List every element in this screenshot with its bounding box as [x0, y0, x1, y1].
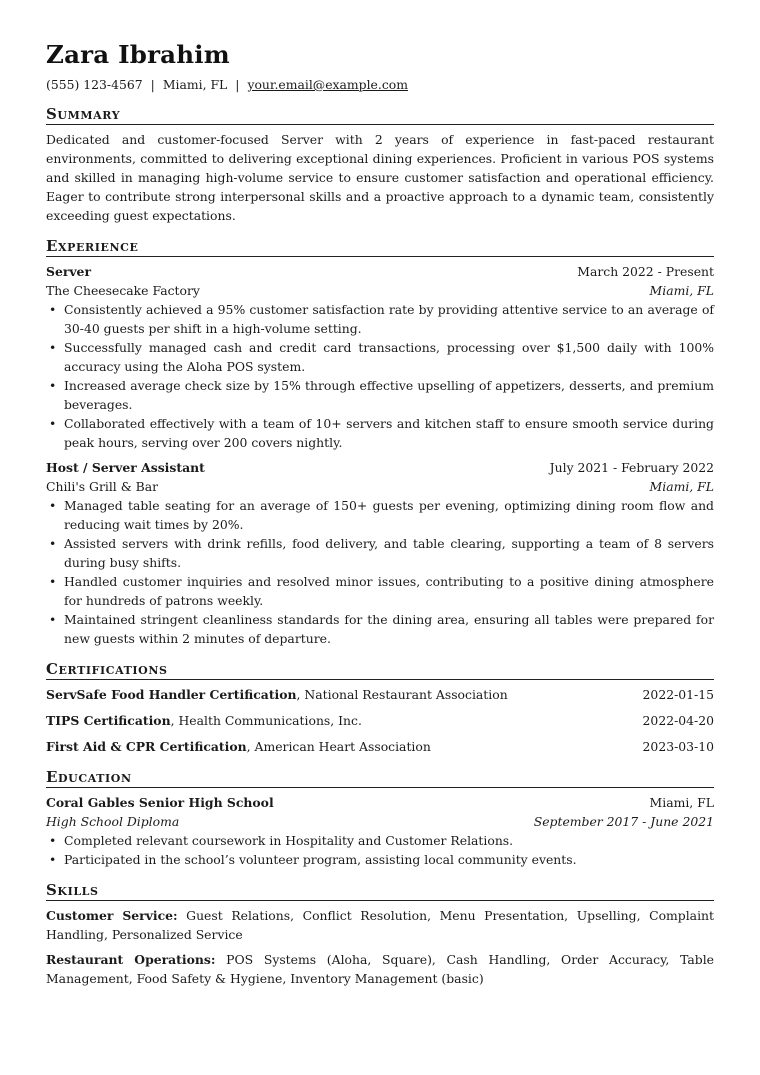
degree: High School Diploma: [46, 814, 180, 829]
education-bullets: [46, 831, 714, 869]
job-entry-host: [46, 458, 714, 648]
list-item: • Completed relevant coursework in Hospitality and Customer Relations.: [46, 831, 714, 850]
skill-label: Customer Service:: [46, 908, 178, 923]
job-location: Miami, FL: [649, 479, 714, 494]
contact-line: [46, 76, 714, 93]
list-item: • Maintained stringent cleanliness standards for the dining area, ensuring all tables were prepared for new guests within 2 minutes of departure.: [46, 610, 714, 648]
cert-issuer: , Health Communications, Inc.: [170, 713, 362, 728]
contact-phone: (555) 123-4567: [46, 77, 143, 92]
contact-email-link[interactable]: your.email@example.com: [247, 77, 408, 92]
cert-row: [46, 737, 714, 756]
cert-name: TIPS Certification: [46, 713, 171, 728]
cert-date: 2022-01-15: [642, 687, 714, 702]
contact-location: Miami, FL: [162, 77, 228, 92]
skill-text: Guest Relations, Conflict Resolution, Menu Presentation, Upselling, Complaint Handling, Personalized Service: [46, 908, 714, 942]
skill-group: [46, 950, 714, 988]
job-entry-server: [46, 262, 714, 452]
cert-name: First Aid & CPR Certification: [46, 739, 247, 754]
resume-name: Zara Ibrahim: [46, 40, 230, 69]
job-title: Host / Server Assistant: [46, 460, 205, 475]
job-bullets: [46, 300, 714, 452]
cert-issuer: , National Restaurant Association: [296, 687, 508, 702]
list-item: • Managed table seating for an average of 150+ guests per evening, optimizing dining room flow and reducing wait times by 20%.: [46, 496, 714, 534]
skills-heading: Skills: [46, 881, 714, 901]
certifications-heading: Certifications: [46, 660, 714, 680]
job-title: Server: [46, 264, 91, 279]
skill-group: [46, 906, 714, 944]
list-item: • Successfully managed cash and credit card transactions, processing over $1,500 daily with 100% accuracy using the Aloha POS system.: [46, 338, 714, 376]
list-item: • Handled customer inquiries and resolved minor issues, contributing to a positive dining atmosphere for hundreds of patrons weekly.: [46, 572, 714, 610]
cert-name: ServSafe Food Handler Certification: [46, 687, 297, 702]
list-item: • Participated in the school’s volunteer program, assisting local community events.: [46, 850, 714, 869]
job-location: Miami, FL: [649, 283, 714, 298]
summary-heading: Summary: [46, 105, 714, 125]
list-item: • Consistently achieved a 95% customer satisfaction rate by providing attentive service to an average of 30-40 guests per shift in a high-volume setting.: [46, 300, 714, 338]
cert-date: 2023-03-10: [642, 739, 714, 754]
cert-issuer: , American Heart Association: [246, 739, 431, 754]
education-heading: Education: [46, 768, 714, 788]
job-dates: July 2021 - February 2022: [549, 460, 714, 475]
cert-date: 2022-04-20: [642, 713, 714, 728]
contact-separator: |: [150, 77, 155, 92]
cert-row: [46, 685, 714, 704]
job-company: Chili's Grill & Bar: [46, 479, 159, 494]
cert-row: [46, 711, 714, 730]
list-item: • Assisted servers with drink refills, food delivery, and table clearing, supporting a team of 8 servers during busy shifts.: [46, 534, 714, 572]
job-dates: March 2022 - Present: [577, 264, 714, 279]
school-name: Coral Gables Senior High School: [46, 795, 274, 810]
education-dates: September 2017 - June 2021: [533, 814, 714, 829]
skill-text: POS Systems (Aloha, Square), Cash Handling, Order Accuracy, Table Management, Food Safety & Hygiene, Inventory Management (basic): [46, 952, 714, 986]
contact-separator: |: [235, 77, 240, 92]
job-bullets: [46, 496, 714, 648]
experience-heading: Experience: [46, 237, 714, 257]
school-location: Miami, FL: [649, 795, 714, 810]
skill-label: Restaurant Operations:: [46, 952, 216, 967]
list-item: • Increased average check size by 15% through effective upselling of appetizers, desserts, and premium beverages.: [46, 376, 714, 414]
summary-text: Dedicated and customer-focused Server with 2 years of experience in fast-paced restaurant environments, committed to delivering exceptional dining experiences. Proficient in various POS systems and skilled in managing high-volume service to ensure customer satisfaction and operational efficiency. Eager to contribute strong interpersonal skills and a proactive approach to a dynamic team, consistently exceeding guest expectations.: [46, 132, 714, 223]
job-company: The Cheesecake Factory: [46, 283, 200, 298]
list-item: • Collaborated effectively with a team of 10+ servers and kitchen staff to ensure smooth service during peak hours, serving over 200 covers nightly.: [46, 414, 714, 452]
